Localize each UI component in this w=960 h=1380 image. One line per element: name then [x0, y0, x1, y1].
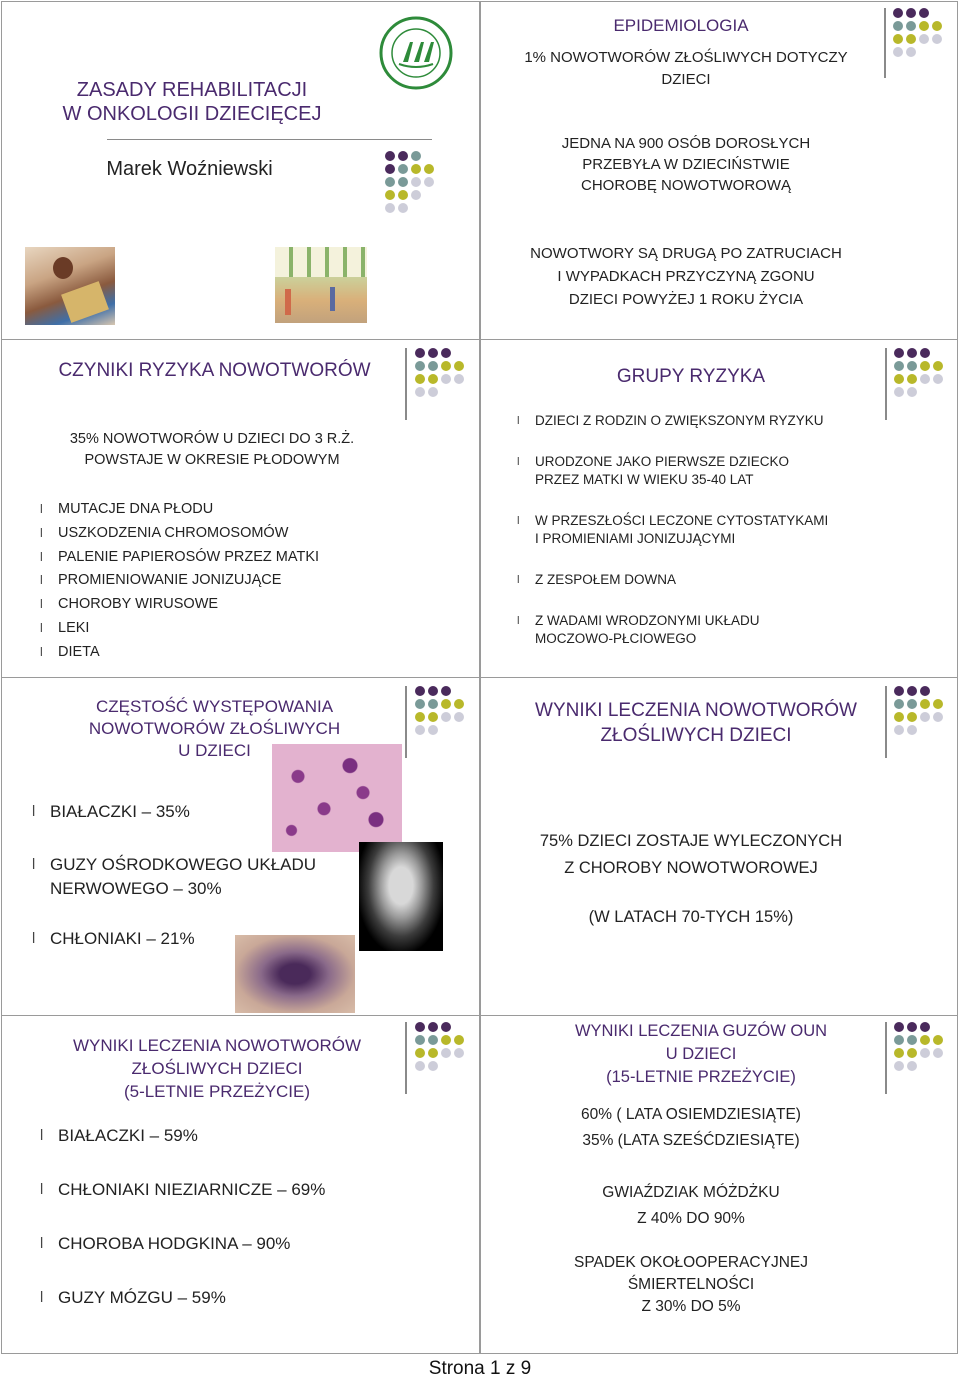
astrocytoma-text [511, 1180, 871, 1232]
text-line: Z 40% DO 90% [637, 1210, 745, 1227]
author-name: Marek Woźniewski [106, 158, 273, 180]
text-line: 60% ( LATA OSIEMDZIESIĄTE) [581, 1106, 801, 1123]
incidence-list [32, 800, 316, 951]
divider [885, 348, 887, 420]
list-item: l CHOROBY WIRUSOWE [40, 593, 319, 617]
text-line: DZIECI [661, 71, 711, 88]
list-item: l CHŁONIAKI NIEZIARNICZE – 69% [40, 1178, 325, 1202]
list-item [517, 412, 828, 430]
list-item: l USZKODZENIA CHROMOSOMÓW [40, 522, 319, 546]
text-line: SPADEK OKOŁOOPERACYJNEJ [574, 1254, 808, 1271]
title-line: ZŁOŚLIWYCH DZIECI [600, 725, 792, 746]
title-line: U DZIECI [178, 741, 251, 760]
list-item [517, 612, 828, 648]
list-item [517, 453, 828, 489]
title-line: WYNIKI LECZENIA NOWOTWORÓW [535, 700, 857, 721]
item-line: l GUZY OŚRODKOWEGO UKŁADU [50, 855, 317, 874]
risk-group-list [517, 412, 828, 648]
title-line: WYNIKI LECZENIA NOWOTWORÓW [72, 1036, 362, 1055]
item-line: PRZEZ MATKI W WIEKU 35-40 LAT [535, 472, 754, 487]
text-line: (W LATACH 70-TYCH 15%) [588, 908, 794, 926]
list-item: l PROMIENIOWANIE JONIZUJĄCE [40, 569, 319, 593]
text-line: Z 30% DO 5% [641, 1298, 741, 1315]
item-line: l W PRZESZŁOŚCI LECZONE CYTOSTATYKAMI [535, 513, 829, 528]
divider [405, 686, 407, 758]
list-item: l DIETA [40, 641, 319, 665]
slide2-title: EPIDEMIOLOGIA [613, 16, 749, 35]
text-line: 35% (LATA SZEŚĆDZIESIĄTE) [582, 1132, 800, 1149]
title-line: W ONKOLOGII DZIECIĘCEJ [62, 103, 322, 125]
slide-incidence [1, 677, 480, 1016]
list-item: l BIAŁACZKI – 59% [40, 1124, 325, 1148]
divider [884, 8, 886, 78]
text-line: DZIECI POWYŻEJ 1 ROKU ŻYCIA [568, 291, 804, 308]
list-item: l BIAŁACZKI – 35% [32, 800, 316, 824]
text-line: CHOROBĘ NOWOTWOROWĄ [581, 177, 791, 194]
text-line: 1% NOWOTWORÓW ZŁOŚLIWYCH DOTYCZY [524, 49, 848, 66]
decor-dots [894, 348, 943, 397]
title-line: (15-LETNIE PRZEŻYCIE) [606, 1068, 796, 1086]
decor-dots [415, 686, 464, 735]
slide1-title [42, 78, 342, 126]
text-line: Z CHOROBY NOWOTWOROWEJ [564, 859, 818, 877]
text-line: PRZEBYŁA W DZIECIŃSTWIE [582, 156, 790, 173]
slide-5yr-survival [1, 1015, 480, 1354]
risk-factor-list [40, 498, 319, 665]
title-line: WYNIKI LECZENIA GUZÓW OUN [574, 1022, 828, 1040]
decor-dots [894, 686, 943, 735]
slide8-title [521, 1020, 881, 1089]
intro-text [42, 429, 382, 471]
item-line: DZIECI Z RODZIN O ZWIĘKSZONYM RYZYKU [535, 413, 824, 428]
paragraph [501, 133, 871, 196]
slide-cns-survival [480, 1015, 958, 1354]
divider [885, 686, 887, 758]
list-item: l GUZY MÓZGU – 59% [40, 1286, 325, 1310]
text-line: 35% NOWOTWORÓW U DZIECI DO 3 R.Ż. [69, 431, 355, 447]
list-item: l CHOROBA HODGKINA – 90% [40, 1232, 325, 1256]
decor-dots [893, 8, 942, 57]
decor-dots [894, 1022, 943, 1071]
item-line: l Z WADAMI WRODZONYMI UKŁADU [535, 613, 760, 628]
decor-dots [415, 348, 464, 397]
results-text [501, 828, 881, 882]
list-item: l LEKI [40, 617, 319, 641]
awf-logo [377, 14, 455, 92]
mortality-text [511, 1252, 871, 1318]
list-item: l PALENIE PAPIEROSÓW PRZEZ MATKI [40, 546, 319, 570]
paragraph [501, 47, 871, 91]
title-line: (5-LETNIE PRZEŻYCIE) [123, 1082, 311, 1101]
title-line: ZŁOŚLIWYCH DZIECI [131, 1059, 303, 1078]
survival-text [511, 1102, 871, 1154]
slide6-title [511, 698, 881, 748]
title-line: NOWOTWORÓW ZŁOŚLIWYCH [88, 719, 341, 738]
text-line: GWIAŹDZIAK MÓŻDŻKU [602, 1184, 780, 1201]
slide3-title: CZYNIKI RYZYKA NOWOTWORÓW [58, 360, 371, 381]
text-line: JEDNA NA 900 OSÓB DOROSŁYCH [561, 135, 811, 152]
slide-epidemiology [480, 1, 958, 340]
divider [405, 348, 407, 420]
list-item [517, 512, 828, 548]
divider [885, 1022, 887, 1094]
text-line: 75% DZIECI ZOSTAJE WYLECZONYCH [539, 832, 843, 850]
list-item: l CHŁONIAKI – 21% [32, 927, 316, 951]
item-line: MOCZOWO-PŁCIOWEGO [535, 631, 697, 646]
text-line: I WYPADKACH PRZYCZYNĄ ZGONU [557, 268, 815, 285]
slide4-title: GRUPY RYZYKA [616, 366, 766, 387]
item-line: I PROMIENIAMI JONIZUJĄCYMI [535, 531, 736, 546]
item-line: NERWOWEGO – 30% [50, 879, 222, 898]
item-line: l URODZONE JAKO PIERWSZE DZIECKO [535, 454, 790, 469]
slide-treatment-results [480, 677, 958, 1016]
list-item [32, 853, 316, 901]
text-line: NOWOTWORY SĄ DRUGĄ PO ZATRUCIACH [530, 245, 842, 262]
slide-risk-groups [480, 339, 958, 678]
rehab-photo-1 [25, 247, 115, 325]
survival-list [40, 1124, 325, 1310]
rehab-photo-2 [275, 247, 367, 323]
decor-dots [385, 151, 434, 213]
slide-title [1, 1, 480, 340]
divider [405, 1022, 407, 1094]
list-item [517, 571, 828, 589]
text-line: ŚMIERTELNOŚCI [627, 1276, 755, 1293]
slide-risk-factors [1, 339, 480, 678]
brain-mri-image [359, 842, 443, 951]
title-line: ZASADY REHABILITACJI [76, 79, 308, 101]
title-line: U DZIECI [665, 1045, 737, 1063]
item-line: Z ZESPOŁEM DOWNA [535, 572, 677, 587]
text-line: POWSTAJE W OKRESIE PŁODOWYM [84, 452, 340, 468]
title-line: CZĘSTOŚĆ WYSTĘPOWANIA [95, 697, 334, 716]
paragraph [501, 242, 871, 311]
page-number: Strona 1 z 9 [428, 1358, 532, 1379]
list-item: l MUTACJE DNA PŁODU [40, 498, 319, 522]
decor-dots [415, 1022, 464, 1071]
slide7-title [42, 1034, 392, 1103]
divider [107, 139, 432, 140]
